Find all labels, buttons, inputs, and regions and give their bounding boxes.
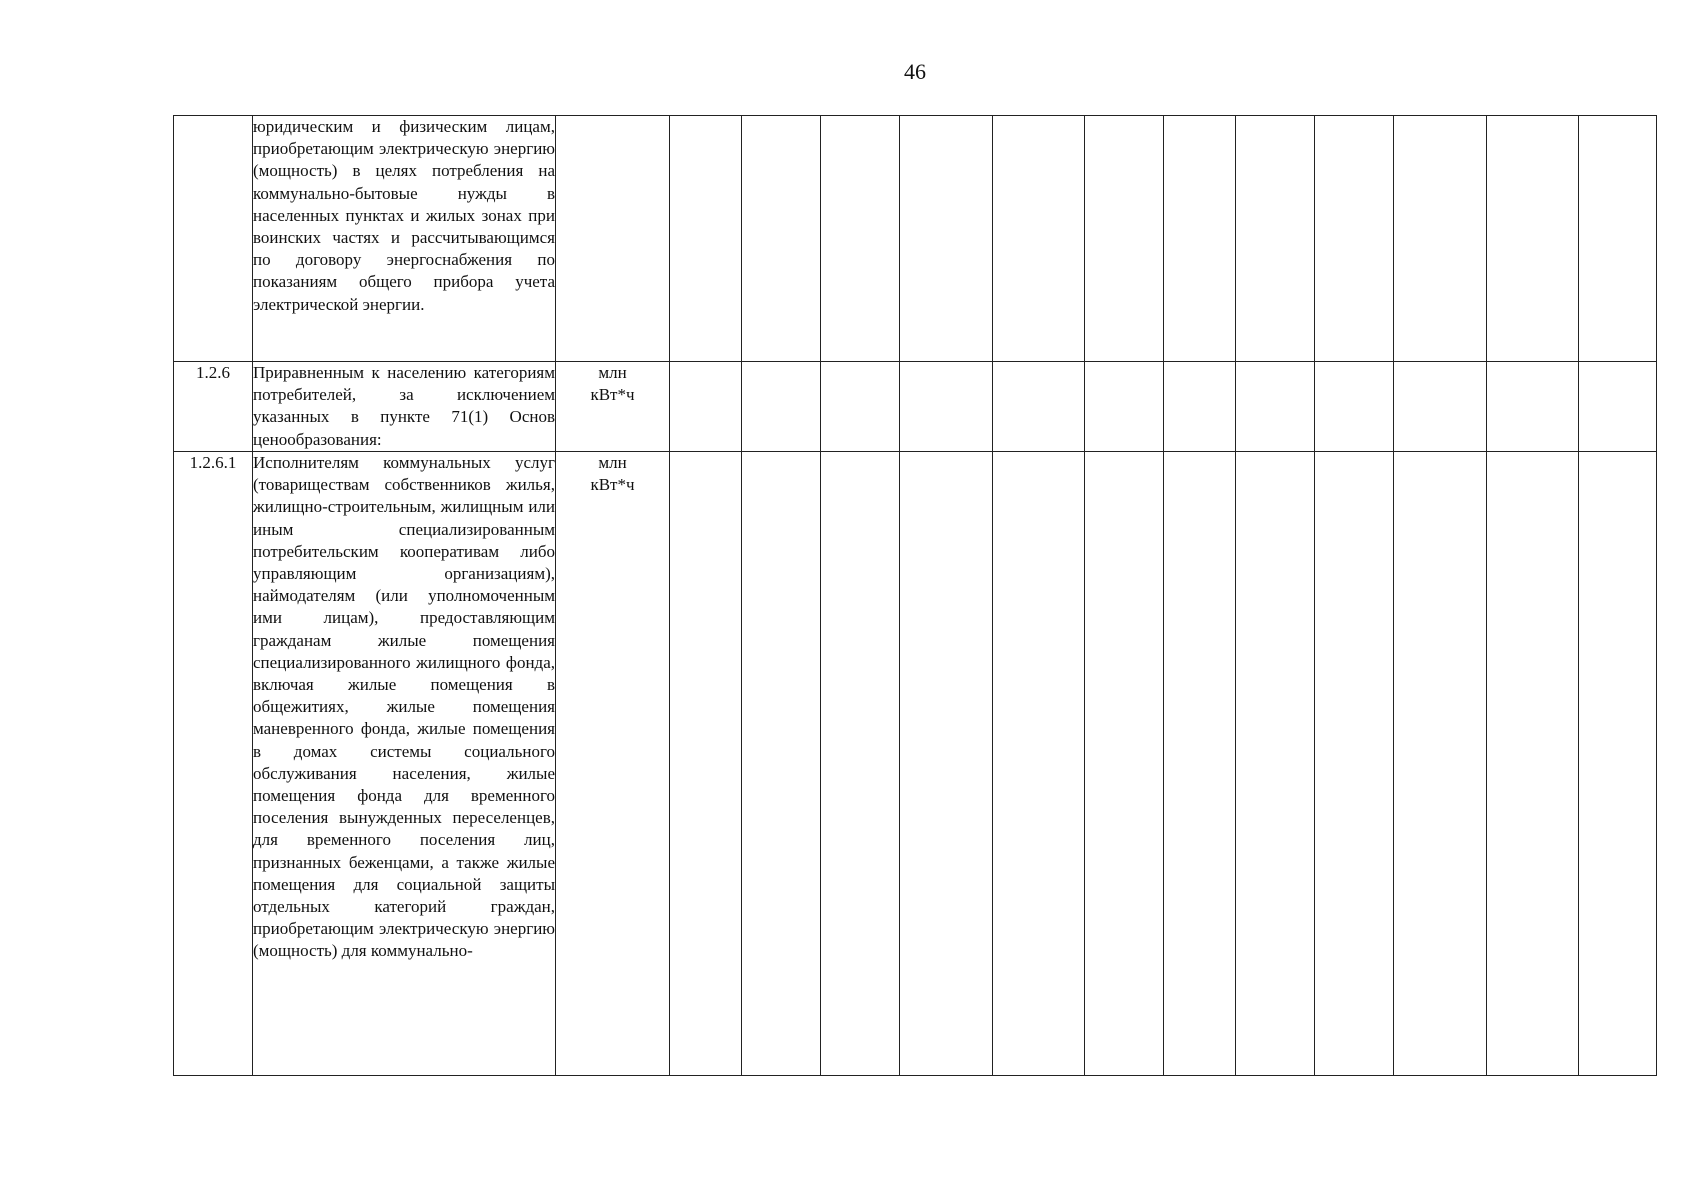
value-cell [1487, 362, 1579, 452]
value-cell [900, 116, 993, 362]
value-cell [1579, 116, 1657, 362]
value-cell [1085, 116, 1164, 362]
value-cell [821, 116, 900, 362]
value-cell [1236, 452, 1315, 1076]
value-cell [1085, 452, 1164, 1076]
row-number-cell [174, 452, 253, 1076]
row-description-cell [253, 116, 556, 362]
value-cell [1315, 452, 1394, 1076]
value-cell [1394, 452, 1487, 1076]
row-description: Приравненным к населению категориям потребителей, за исключением указанных в пункте 71(1) Основ ценообразования: [253, 363, 555, 449]
value-cell [993, 116, 1085, 362]
table-row [174, 452, 1657, 1076]
row-unit-cell [556, 116, 670, 362]
data-table [173, 115, 1657, 1076]
row-description-cell [253, 452, 556, 1076]
value-cell [1579, 452, 1657, 1076]
value-cell [1164, 116, 1236, 362]
value-cell [670, 452, 742, 1076]
unit-label: млн [598, 453, 627, 472]
page-number: 46 [904, 59, 926, 84]
value-cell [1236, 116, 1315, 362]
unit-label: кВт*ч [590, 475, 635, 495]
value-cell [821, 452, 900, 1076]
value-cell [1487, 452, 1579, 1076]
value-cell [1236, 362, 1315, 452]
value-cell [1394, 116, 1487, 362]
value-cell [670, 116, 742, 362]
row-number-cell [174, 116, 253, 362]
value-cell [1579, 362, 1657, 452]
value-cell [670, 362, 742, 452]
unit-label: кВт*ч [590, 385, 635, 405]
value-cell [900, 362, 993, 452]
row-number: 1.2.6.1 [189, 453, 237, 472]
value-cell [821, 362, 900, 452]
unit-label: млн [598, 363, 627, 382]
row-unit-cell [556, 452, 670, 1076]
value-cell [993, 452, 1085, 1076]
table-row [174, 116, 1657, 362]
row-number-cell [174, 362, 253, 452]
value-cell [742, 116, 821, 362]
value-cell [1487, 116, 1579, 362]
value-cell [742, 362, 821, 452]
row-description: юридическим и физическим лицам, приобретающим электрическую энергию (мощность) в целях потребления на коммунально-бытовые нужды в населенных пунктах и жилых зонах при воинских частях и рассчитывающимся по договору энергоснабжения по показаниям общего прибора учета электрической энергии. [253, 117, 555, 314]
row-number: 1.2.6 [196, 363, 230, 382]
value-cell [1315, 362, 1394, 452]
row-unit-cell [556, 362, 670, 452]
value-cell [1315, 116, 1394, 362]
value-cell [1085, 362, 1164, 452]
value-cell [900, 452, 993, 1076]
row-description-cell [253, 362, 556, 452]
value-cell [742, 452, 821, 1076]
row-description: Исполнителям коммунальных услуг (товариществам собственников жилья, жилищно-строительным, жилищным или иным специализированным потребительским кооперативам либо управляющим организациям), наймодателям (или уполномоченным ими лицам), предоставляющим гражданам жилые помещения специализированного жилищного фонда, включая жилые помещения в общежитиях, жилые помещения маневренного фонда, жилые помещения в домах системы социального обслуживания населения, жилые помещения фонда для временного поселения вынужденных переселенцев, для временного поселения лиц, признанных беженцами, а также жилые помещения для социальной защиты отдельных категорий граждан, приобретающим электрическую энергию (мощность) для коммунально- [253, 453, 555, 961]
value-cell [1394, 362, 1487, 452]
value-cell [1164, 362, 1236, 452]
value-cell [1164, 452, 1236, 1076]
value-cell [993, 362, 1085, 452]
table-row [174, 362, 1657, 452]
